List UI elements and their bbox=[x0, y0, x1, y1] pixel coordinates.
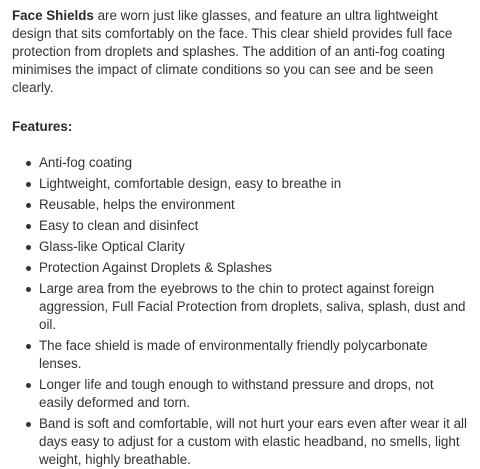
intro-lead: Face Shields bbox=[12, 8, 94, 23]
list-item bbox=[12, 196, 470, 214]
feature-text: Easy to clean and disinfect bbox=[39, 218, 199, 233]
feature-text: Longer life and tough enough to withstand pressure and drops, not easily deformed and torn. bbox=[39, 377, 434, 410]
list-item bbox=[12, 337, 470, 373]
bullet-icon bbox=[26, 161, 31, 166]
bullet-icon bbox=[26, 224, 31, 229]
bullet-icon bbox=[26, 203, 31, 208]
list-item bbox=[12, 376, 470, 412]
features-heading: Features: bbox=[12, 119, 73, 134]
bullet-icon bbox=[26, 245, 31, 250]
feature-text: Anti-fog coating bbox=[39, 155, 133, 170]
feature-text: Reusable, helps the environment bbox=[39, 197, 235, 212]
feature-text: Large area from the eyebrows to the chin to protect against foreign aggression, Full Facial Protection from droplets, saliva, splash, dust and oil. bbox=[39, 281, 466, 332]
bullet-icon bbox=[26, 383, 31, 388]
list-item bbox=[12, 154, 470, 172]
feature-text: Lightweight, comfortable design, easy to breathe in bbox=[39, 176, 342, 191]
feature-text: Protection Against Droplets & Splashes bbox=[39, 260, 272, 275]
feature-text: Band is soft and comfortable, will not hurt your ears even after wear it all days easy to adjust for a custom with elastic headband, no smells, light weight, highly breathable. bbox=[39, 416, 467, 467]
bullet-icon bbox=[26, 182, 31, 187]
features-list bbox=[12, 154, 470, 469]
feature-text: Glass-like Optical Clarity bbox=[39, 239, 185, 254]
list-item bbox=[12, 175, 470, 193]
bullet-icon bbox=[26, 266, 31, 271]
list-item bbox=[12, 415, 470, 469]
list-item bbox=[12, 238, 470, 256]
list-item bbox=[12, 280, 470, 334]
feature-text: The face shield is made of environmentally friendly polycarbonate lenses. bbox=[39, 338, 428, 371]
intro-text: are worn just like glasses, and feature an ultra lightweight design that sits comfortably on the face. This clear shield provides full face protection from droplets and splashes. The addition of an anti-fog coating minimises the impact of climate conditions so you can see and be seen clearly. bbox=[12, 8, 453, 95]
bullet-icon bbox=[26, 422, 31, 427]
bullet-icon bbox=[26, 287, 31, 292]
list-item bbox=[12, 217, 470, 235]
bullet-icon bbox=[26, 344, 31, 349]
intro-paragraph bbox=[12, 7, 470, 97]
list-item bbox=[12, 259, 470, 277]
